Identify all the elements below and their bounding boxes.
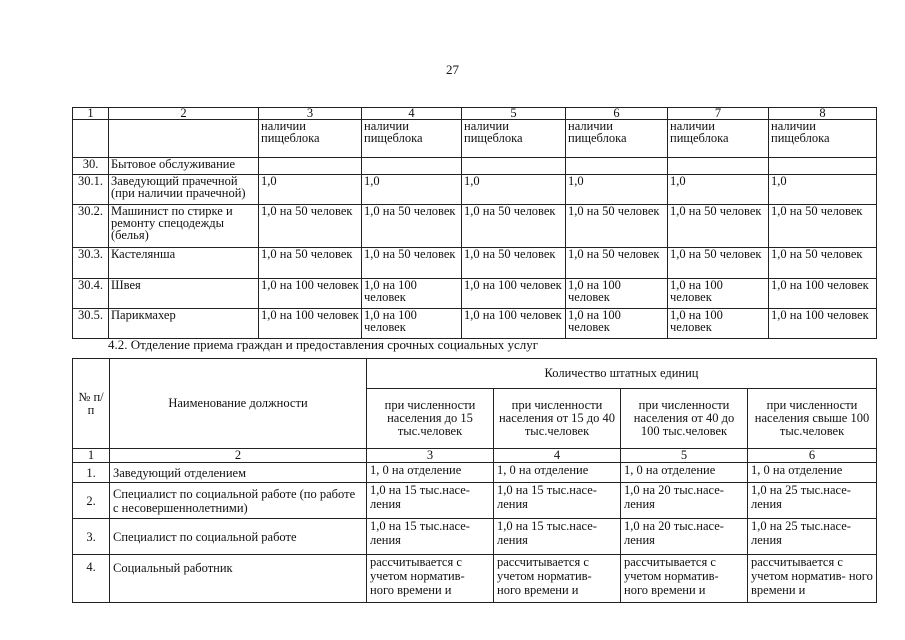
value-cell: 1,0 на 15 тыс.насе- ления (494, 483, 621, 519)
subheader-cell: наличии пищеблока (362, 120, 462, 158)
column-number: 3 (259, 108, 362, 120)
value-cell: 1,0 на 50 человек (462, 205, 566, 248)
position-name: Специалист по социальной работе (по работе с несовершеннолетними) (110, 483, 367, 519)
table-row (73, 483, 877, 519)
value-cell: 1,0 на 50 человек (259, 205, 362, 248)
header-row (73, 359, 877, 389)
column-number: 6 (566, 108, 668, 120)
column-number: 1 (73, 449, 110, 463)
table-row (73, 205, 877, 248)
value-cell: 1,0 на 50 человек (362, 205, 462, 248)
value-cell: 1,0 на 100 человек (769, 309, 877, 339)
column-number: 7 (668, 108, 769, 120)
subheader-cell: наличии пищеблока (566, 120, 668, 158)
value-cell: рассчитывается с учетом норматив- ного времени и (494, 555, 621, 603)
row-number: 30.1. (73, 175, 109, 205)
row-number: 30. (73, 158, 109, 175)
population-subheader: при численности населения свыше 100 тыс.человек (748, 389, 877, 449)
position-name: Кастелянша (109, 248, 259, 279)
value-cell: 1,0 на 100 человек (462, 279, 566, 309)
value-cell: рассчитывается с учетом норматив- ного времени и (748, 555, 877, 603)
row-number: 1. (73, 463, 110, 483)
value-cell: 1,0 на 50 человек (769, 205, 877, 248)
value-cell: 1, 0 на отделение (494, 463, 621, 483)
position-name: Специалист по социальной работе (110, 519, 367, 555)
table-row (73, 158, 877, 175)
subheader-row (73, 120, 877, 158)
population-subheader: при численности населения от 40 до 100 тыс.человек (621, 389, 748, 449)
position-name: Машинист по стирке и ремонту спецодежды (белья) (109, 205, 259, 248)
column-number-row (73, 108, 877, 120)
table-row (73, 519, 877, 555)
value-cell (769, 158, 877, 175)
table-row (73, 248, 877, 279)
section-title: 4.2. Отделение приема граждан и предоставления срочных социальных услуг (108, 337, 539, 352)
value-cell: 1,0 на 100 человек (668, 279, 769, 309)
row-number: 30.3. (73, 248, 109, 279)
population-subheader: при численности населения от 15 до 40 тыс.человек (494, 389, 621, 449)
value-cell: 1,0 на 100 человек (362, 279, 462, 309)
column-number: 8 (769, 108, 877, 120)
column-number: 1 (73, 108, 109, 120)
value-cell: 1,0 на 20 тыс.насе- ления (621, 519, 748, 555)
row-number: 30.4. (73, 279, 109, 309)
population-subheader: при численности населения до 15 тыс.человек (367, 389, 494, 449)
staff-units-header: Количество штатных единиц (367, 359, 877, 389)
value-cell: 1,0 на 50 человек (769, 248, 877, 279)
number-column-header: № п/п (73, 359, 110, 449)
position-name: Швея (109, 279, 259, 309)
value-cell: 1,0 на 25 тыс.насе- ления (748, 519, 877, 555)
page-number: 27 (446, 62, 459, 77)
value-cell: 1,0 на 50 человек (668, 248, 769, 279)
value-cell: 1,0 (362, 175, 462, 205)
column-number: 3 (367, 449, 494, 463)
table-row (73, 175, 877, 205)
row-number: 2. (73, 483, 110, 519)
table-row (73, 279, 877, 309)
value-cell: 1,0 на 100 человек (769, 279, 877, 309)
staffing-table-continued (72, 107, 877, 339)
value-cell: 1,0 на 50 человек (566, 205, 668, 248)
value-cell (462, 158, 566, 175)
value-cell: 1,0 на 50 человек (566, 248, 668, 279)
value-cell: 1,0 на 20 тыс.насе- ления (621, 483, 748, 519)
value-cell: рассчитывается с учетом норматив- ного времени и (621, 555, 748, 603)
value-cell: 1,0 на 50 человек (259, 248, 362, 279)
value-cell: 1,0 на 100 человек (668, 309, 769, 339)
column-number: 5 (621, 449, 748, 463)
value-cell: 1,0 на 100 человек (566, 309, 668, 339)
value-cell: 1,0 на 50 человек (668, 205, 769, 248)
position-name: Заведующий прачечной (при наличии прачечной) (109, 175, 259, 205)
subheader-cell: наличии пищеблока (462, 120, 566, 158)
department-staffing-table (72, 358, 877, 603)
value-cell: 1,0 на 15 тыс.насе- ления (367, 519, 494, 555)
value-cell: 1, 0 на отделение (621, 463, 748, 483)
column-number: 4 (494, 449, 621, 463)
value-cell: 1,0 на 50 человек (462, 248, 566, 279)
value-cell: 1, 0 на отделение (748, 463, 877, 483)
value-cell: 1,0 (259, 175, 362, 205)
column-number: 4 (362, 108, 462, 120)
value-cell: рассчитывается с учетом норматив- ного времени и (367, 555, 494, 603)
position-column-header: Наименование должности (110, 359, 367, 449)
value-cell: 1,0 на 15 тыс.насе- ления (494, 519, 621, 555)
value-cell: 1,0 (462, 175, 566, 205)
value-cell: 1,0 на 100 человек (462, 309, 566, 339)
subheader-cell: наличии пищеблока (259, 120, 362, 158)
row-number: 30.2. (73, 205, 109, 248)
table-row (73, 309, 877, 339)
value-cell: 1,0 на 15 тыс.насе- ления (367, 483, 494, 519)
value-cell: 1,0 на 100 человек (362, 309, 462, 339)
value-cell: 1, 0 на отделение (367, 463, 494, 483)
column-number: 5 (462, 108, 566, 120)
cell (73, 120, 109, 158)
position-name: Социальный работник (110, 555, 367, 603)
value-cell: 1,0 на 100 человек (259, 309, 362, 339)
column-number: 2 (110, 449, 367, 463)
value-cell (362, 158, 462, 175)
position-name: Бытовое обслуживание (109, 158, 259, 175)
subheader-cell: наличии пищеблока (668, 120, 769, 158)
value-cell: 1,0 (566, 175, 668, 205)
table-row (73, 463, 877, 483)
value-cell (566, 158, 668, 175)
value-cell (259, 158, 362, 175)
row-number: 3. (73, 519, 110, 555)
cell (109, 120, 259, 158)
value-cell: 1,0 (769, 175, 877, 205)
value-cell: 1,0 на 50 человек (362, 248, 462, 279)
position-name: Парикмахер (109, 309, 259, 339)
column-number-row (73, 449, 877, 463)
column-number: 2 (109, 108, 259, 120)
value-cell (668, 158, 769, 175)
row-number: 4. (73, 555, 110, 603)
position-name: Заведующий отделением (110, 463, 367, 483)
column-number: 6 (748, 449, 877, 463)
value-cell: 1,0 (668, 175, 769, 205)
subheader-cell: наличии пищеблока (769, 120, 877, 158)
table-row (73, 555, 877, 603)
value-cell: 1,0 на 100 человек (259, 279, 362, 309)
row-number: 30.5. (73, 309, 109, 339)
value-cell: 1,0 на 25 тыс.насе- ления (748, 483, 877, 519)
value-cell: 1,0 на 100 человек (566, 279, 668, 309)
